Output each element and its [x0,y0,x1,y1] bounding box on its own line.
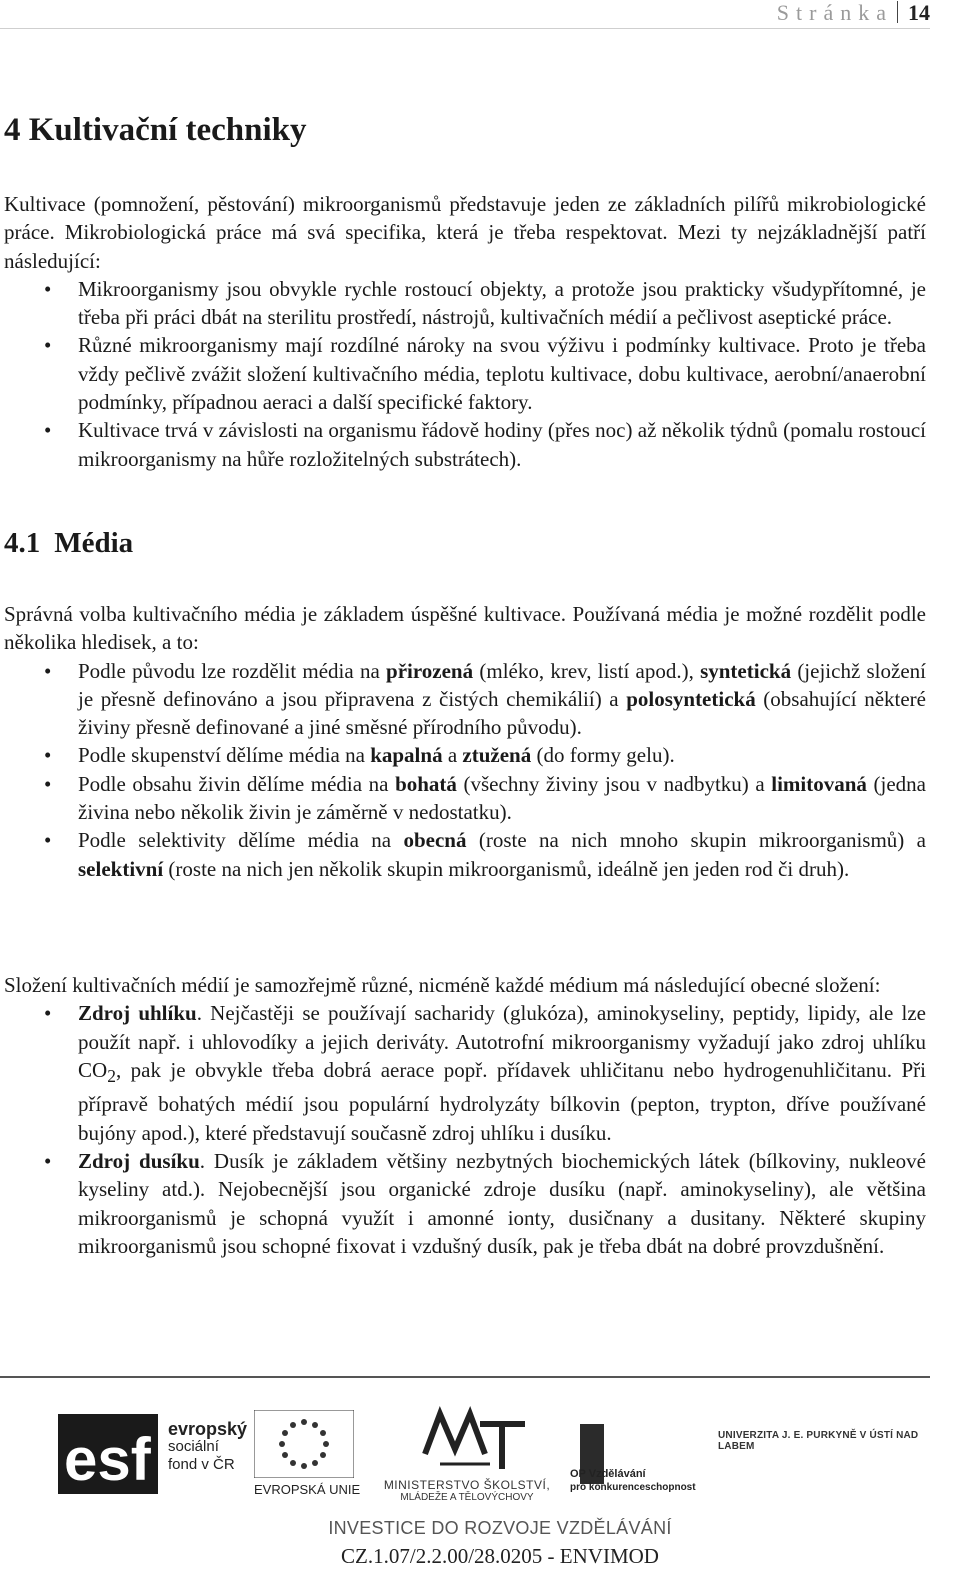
svg-text:esf: esf [64,1426,151,1493]
bullet-icon: • [44,828,52,853]
media-list [4,657,926,883]
bullet-icon: • [44,1148,52,1173]
section-name: Média [54,527,134,559]
bullet-icon: • [44,1001,52,1026]
chapter-title: 4 Kultivační techniky [4,112,307,148]
page-word: Stránka [776,0,893,25]
section-title [4,527,133,560]
list-item: • Podle selektivity dělíme média na obecná (roste na nich mnoho skupin mikroorganismů) a selektivní (roste na nich jen několik skupin mikroorganismů, ideálně jen jeden rod či druh). [44,828,926,881]
composition-list [4,999,926,1260]
composition-block [4,971,926,1260]
list-item: • Podle skupenství dělíme média na kapalná a ztužená (do formy gelu). [4,741,926,769]
ujep-text: UNIVERZITA J. E. PURKYNĚ V ÚSTÍ NAD LABEM [718,1430,919,1452]
eu-label: EVROPSKÁ UNIE [254,1482,361,1497]
esf-logo-icon [58,1414,158,1494]
bullet-icon: • [44,276,52,301]
msmt-text: MINISTERSTVO ŠKOLSTVÍ, MLÁDEŽE A TĚLOVÝCHOVY [383,1478,551,1503]
bullet-icon: • [44,743,52,768]
msmt-logo-icon [420,1404,530,1474]
intro-block [4,190,926,473]
media-block [4,600,926,883]
bullet-icon: • [44,333,52,358]
list-item: • Podle původu lze rozdělit média na přirozená (mléko, krev, listí apod.), syntetická (jejichž složení je přesně definováno a jsou připravena z čistých chemikálií) a polosyntetická (obsahující některé živiny přesně definované a jiné směsné přírodního původu). [44,658,926,740]
list-item: • Zdroj dusíku. Dusík je základem většiny nezbytných biochemických látek (bílkoviny, nukleové kyseliny atd.). Nejobecnější jsou organické zdroje dusíku (např. aminokyseliny), ale většina mikroorganismů je schopná využít i amonné ionty, dusičnany a dusitany. Některé skupiny mikroorganismů jsou schopné fixovat i vzdušný dusík, pak je třeba dbát na dobré provzdušnění. [44,1148,926,1258]
media-paragraph: Správná volba kultivačního média je základem úspěšné kultivace. Používaná média je možné rozdělit podle několika hledisek, a to: [4,602,926,655]
list-item: • Mikroorganismy jsou obvykle rychle rostoucí objekty, a protože jsou prakticky všudypřítomné, je třeba při práci dbát na sterilitu prostředí, nástrojů, kultivačních médií a pečlivost aseptické práce. [44,276,926,330]
page-separator [897,1,898,23]
intro-paragraph: Kultivace (pomnožení, pěstování) mikroorganismů představuje jeden ze základních pilířů mikrobiologické práce. Mikrobiologická práce má svá specifika, která je třeba respektovat. Mezi ty nejzákladnější patří následující: [4,192,926,273]
list-item: • Kultivace trvá v závislosti na organismu řádově hodiny (přes noc) až několik týdnů (pomalu rostoucí mikroorganismy na hůře rozložitelných substrátech). [44,418,926,471]
section-number: 4.1 [4,527,41,559]
esf-text: evropský sociální fond v ČR [168,1419,248,1473]
footer-logos [0,1390,960,1580]
bullet-icon: • [44,658,52,683]
op-text: OP Vzdělávání pro konkurenceschopnost [570,1468,696,1493]
composition-paragraph: Složení kultivačních médií je samozřejmě různé, nicméně každé médium má následující obecné složení: [4,973,881,997]
page-number: 14 [908,0,930,25]
bullet-icon: • [44,418,52,443]
investice-text: INVESTICE DO ROZVOJE VZDĚLÁVÁNÍ [328,1518,672,1538]
list-item: • Zdroj uhlíku. Nejčastěji se používají sacharidy (glukóza), aminokyseliny, peptidy, lipidy, ale lze použít např. i uhlovodíky a jejich deriváty. Autotrofní mikroorganismy vyžadují jako zdroj uhlíku $CO_2$, pak je obvykle třeba dobrá aerace popř. přídavek uhličitanu nebo hydrogenuhličitanu. Při přípravě bohatých médií jsou populární hydrolyzáty bílkovin (pepton, trypton, dříve používané bujóny apod.), které představují současně zdroj uhlíku i dusíku. [44,1001,926,1145]
bullet-icon: • [44,771,52,796]
eu-flag-icon [254,1410,354,1478]
page-header [0,0,930,29]
project-code: CZ.1.07/2.2.00/28.0205 - ENVIMOD [341,1544,659,1568]
list-item: • Různé mikroorganismy mají rozdílné nároky na svou výživu i podmínky kultivace. Proto je třeba vždy pečlivě zvážit složení kultivačního média, teplotu kultivace, dobu kultivace, aerobní/anaerobní podmínky, případnou aeraci a další specifické faktory. [44,333,926,415]
footer-rule [0,1376,930,1378]
list-item: • Podle obsahu živin dělíme média na bohatá (všechny živiny jsou v nadbytku) a limitovaná (jedna živina nebo několik živin je záměrně v nedostatku). [44,771,926,825]
intro-list [4,275,926,473]
